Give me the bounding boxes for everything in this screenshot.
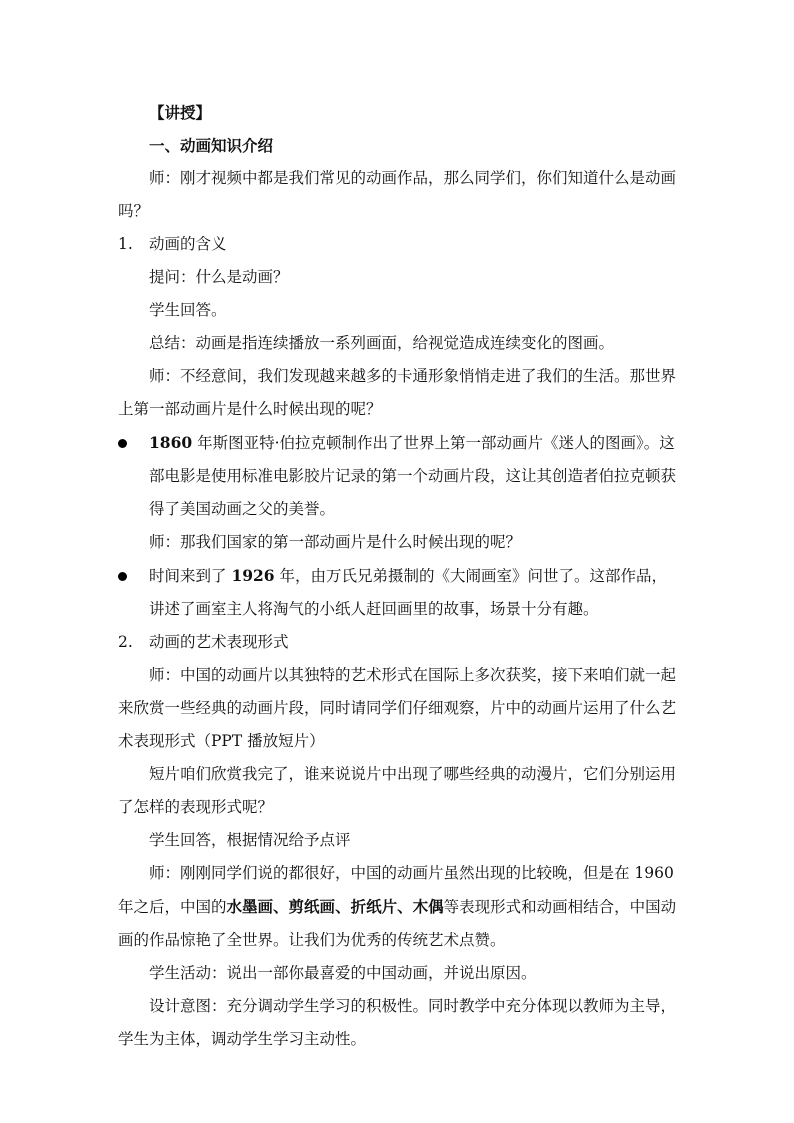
item-2-title: 动画的艺术表现形式 [149, 633, 289, 651]
para-6: 学生回答，根据情况给予点评 [149, 831, 351, 849]
student-activity: 学生活动：说出一部你最喜爱的中国动画，并说出原因。 [149, 964, 537, 982]
teacher-4: 师：中国的动画片以其独特的艺术形式在国际上多次获奖，接下来咱们就一起来欣赏一些经典的动画片段，同时请同学们仔细观察，片中的动画片运用了什么艺术表现形式（PPT 播放短片） [118, 666, 677, 750]
teacher-2: 师：不经意间，我们发现越来越多的卡通形象悄悄走进了我们的生活。那世界上第一部动画片是什么时候出现的呢？ [118, 367, 677, 418]
bullet-1926: 时间来到了 1926 年，由万氏兄弟摄制的《大闹画室》问世了。这部作品，讲述了画室主人将淘气的小纸人赶回画里的故事，场景十分有趣。 [118, 559, 680, 626]
item-1-heading [118, 228, 680, 261]
item-1-number: 1. [118, 235, 133, 253]
item-1-title: 动画的含义 [149, 235, 227, 253]
design-intent: 设计意图：充分调动学生学习的积极性。同时教学中充分体现以教师为主导，学生为主体，调动学生学习主动性。 [118, 997, 677, 1048]
teacher-7: 师：刚刚同学们说的都很好，中国的动画片虽然出现的比较晚，但是在 1960 年之后，中国的水墨画、剪纸画、折纸片、木偶等表现形式和动画相结合，中国动画的作品惊艳了全世界。让我们为优秀的传统艺术点赞。 [118, 864, 677, 949]
answer-1: 学生回答。 [149, 301, 227, 319]
teacher-intro: 师：刚才视频中都是我们常见的动画作品，那么同学们，你们知道什么是动画吗？ [118, 169, 677, 220]
question-1: 提问：什么是动画？ [149, 268, 289, 286]
bullet-dot-icon [118, 439, 127, 448]
teacher-3: 师：那我们国家的第一部动画片是什么时候出现的呢？ [149, 533, 522, 551]
section-tag: 【讲授】 [149, 103, 212, 122]
heading-animation-knowledge: 一、动画知识介绍 [149, 136, 274, 155]
summary-1: 总结：动画是指连续播放一系列画面，给视觉造成连续变化的图画。 [149, 334, 615, 352]
bullet-1860: 1860 年斯图亚特·伯拉克顿制作出了世界上第一部动画片《迷人的图画》。这部电影是使用标准电影胶片记录的第一个动画片段，这让其创造者伯拉克顿获得了美国动画之父的美誉。 [118, 426, 680, 526]
item-2-number: 2. [118, 633, 133, 651]
document-page [118, 96, 680, 1056]
item-2-heading [118, 626, 680, 659]
para-5: 短片咱们欣赏我完了，谁来说说片中出现了哪些经典的动漫片，它们分别运用了怎样的表现形式呢？ [118, 765, 677, 816]
bullet-dot-icon [118, 572, 127, 581]
